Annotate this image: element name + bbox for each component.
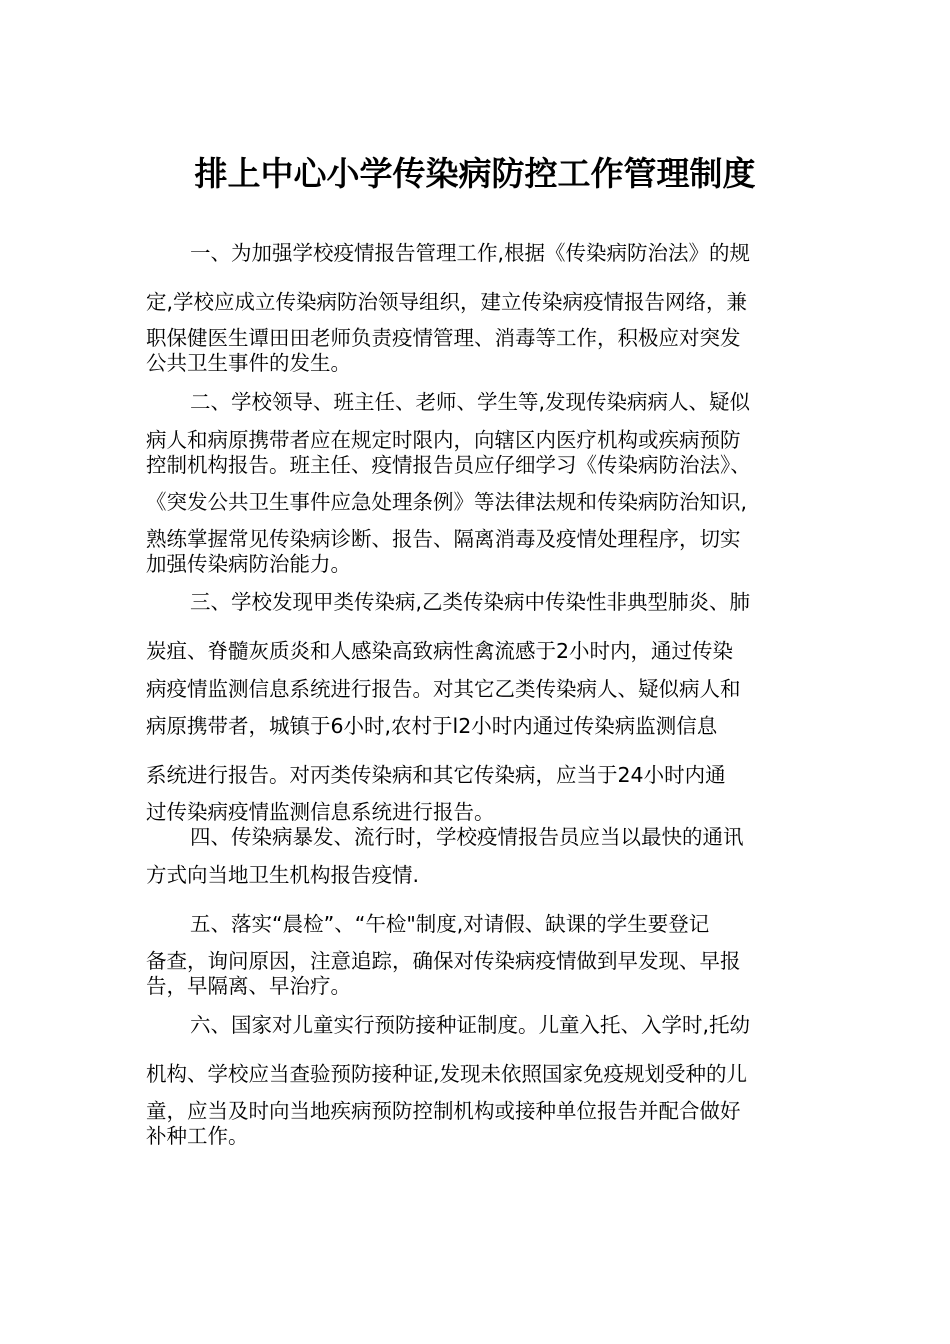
paragraph-1-line-4: 公共卫生事件的发生。	[146, 351, 351, 375]
paragraph-2-line-1: 二、学校领导、班主任、老师、学生等,发现传染病病人、疑似	[190, 390, 751, 414]
paragraph-3-line-5: 系统进行报告。对丙类传染病和其它传染病，应当于24小时内通	[146, 763, 726, 787]
paragraph-4-line-1: 四、传染病暴发、流行时，学校疫情报告员应当以最快的通讯	[190, 825, 744, 849]
paragraph-3-line-2: 炭疽、脊髓灰质炎和人感染高致病性禽流感于2小时内，通过传染	[146, 639, 734, 663]
paragraph-2-line-3: 控制机构报告。班主任、疫情报告员应仔细学习《传染病防治法》、	[146, 453, 751, 477]
paragraph-6-line-2: 机构、学校应当查验预防接种证,发现未依照国家免疫规划受种的儿	[146, 1062, 748, 1086]
paragraph-6-line-1: 六、国家对儿童实行预防接种证制度。儿童入托、入学时,托幼	[190, 1013, 751, 1037]
paragraph-4-line-2: 方式向当地卫生机构报告疫情.	[146, 863, 420, 887]
paragraph-5-line-1: 五、落实“晨检”、“午检"制度,对请假、缺课的学生要登记	[190, 912, 710, 936]
paragraph-5-line-3: 告，早隔离、早治疗。	[146, 974, 351, 998]
paragraph-2-line-6: 加强传染病防治能力。	[146, 552, 351, 576]
paragraph-2-line-2: 病人和病原携带者应在规定时限内，向辖区内医疗机构或疾病预防	[146, 428, 741, 452]
paragraph-3-line-4: 病原携带者，城镇于6小时,农村于l2小时内通过传染病监测信息	[146, 714, 718, 738]
paragraph-1-line-1: 一、为加强学校疫情报告管理工作,根据《传染病防治法》的规	[190, 241, 751, 265]
paragraph-3-line-6: 过传染病疫情监测信息系统进行报告。	[146, 800, 495, 824]
paragraph-3-line-1: 三、学校发现甲类传染病,乙类传染病中传染性非典型肺炎、肺	[190, 590, 751, 614]
document-title: 排上中心小学传染病防控工作管理制度	[194, 154, 756, 193]
paragraph-6-line-3: 童，应当及时向当地疾病预防控制机构或接种单位报告并配合做好	[146, 1099, 741, 1123]
paragraph-1-line-2: 定,学校应成立传染病防治领导组织，建立传染病疫情报告网络，兼	[146, 290, 748, 314]
paragraph-3-line-3: 病疫情监测信息系统进行报告。对其它乙类传染病人、疑似病人和	[146, 677, 741, 701]
paragraph-6-line-4: 补种工作。	[146, 1124, 249, 1148]
paragraph-2-line-4: 《突发公共卫生事件应急处理条例》等法律法规和传染病防治知识,	[146, 490, 748, 514]
paragraph-2-line-5: 熟练掌握常见传染病诊断、报告、隔离消毒及疫情处理程序，切实	[146, 527, 741, 551]
paragraph-5-line-2: 备查，询问原因，注意追踪，确保对传染病疫情做到早发现、早报	[146, 949, 741, 973]
paragraph-1-line-3: 职保健医生谭田田老师负责疫情管理、消毒等工作，积极应对突发	[146, 326, 741, 350]
